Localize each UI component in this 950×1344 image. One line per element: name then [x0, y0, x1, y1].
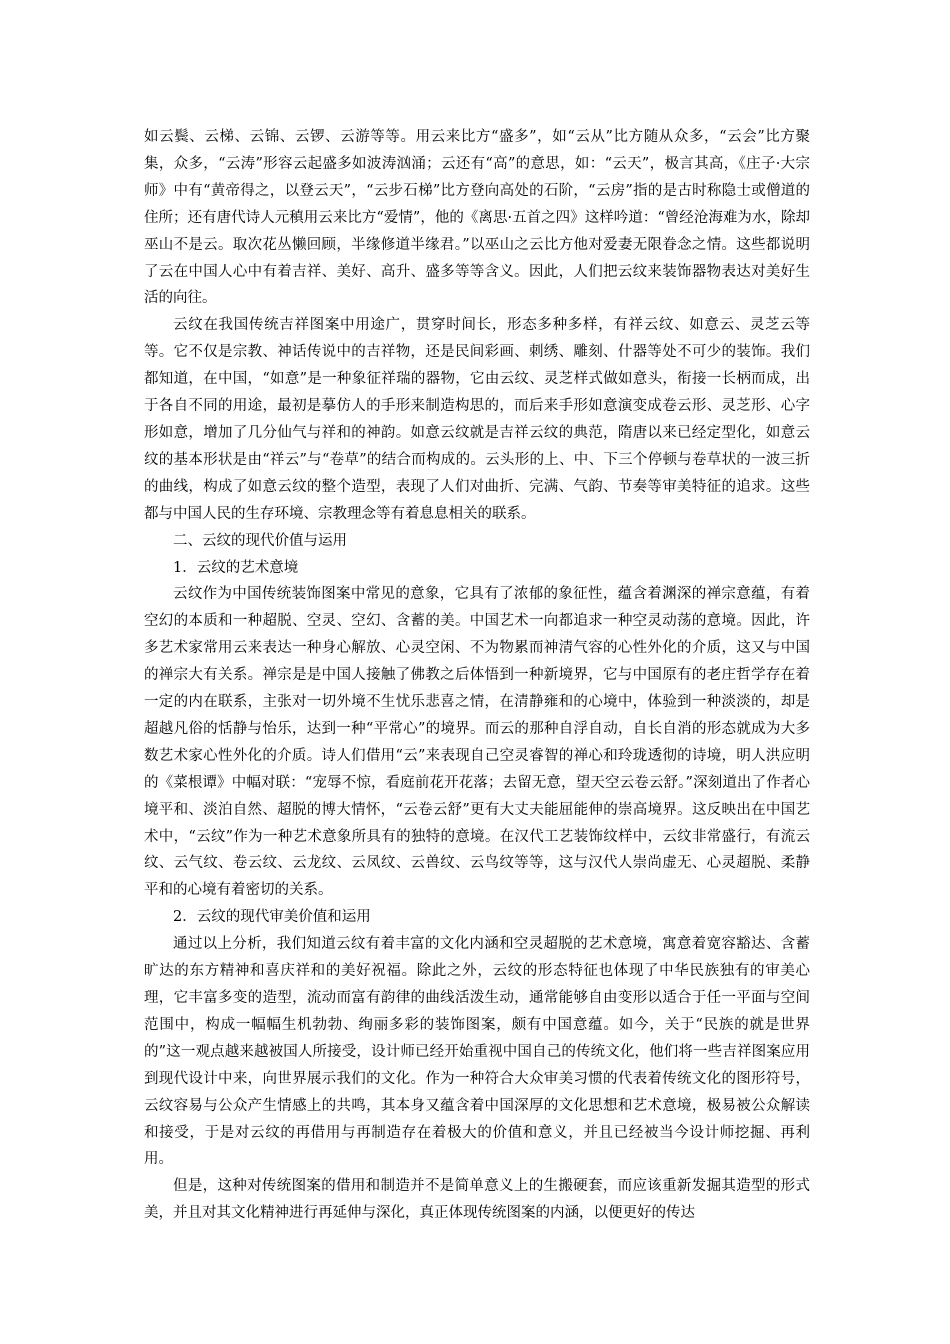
- subsection-heading-modern-aesthetics: 2．云纹的现代审美价值和运用: [173, 909, 371, 926]
- paragraph-artistic-mood: 云纹作为中国传统装饰图案中常见的意象，它具有了浓郁的象征性，蕴含着渊深的禅宗意蕴，有着空幻的本质和一种超脱、空灵、空幻、含蓄的美。中国艺术一向都追求一种空灵动荡的意境。因此，许多艺术家常用云来表达一种身心解放、心灵空闲、不为物累而神清气容的心性外化的介质，这又与中国的禅宗大有关系。禅宗是是中国人接触了佛教之后体悟到一种新境界，它与中国原有的老庄哲学存在着一定的内在联系，主张对一切外境不生忧乐悲喜之情，在清静雍和的心境中，体验到一种淡淡的，却是超越凡俗的恬静与怡乐，达到一种“平常心”的境界。而云的那种自浮自动，自长自消的形态就成为大多数艺术家心性外化的介质。诗人们借用“云”来表现自己空灵睿智的禅心和玲珑透彻的诗境，明人洪应明的《菜根谭》中幅对联：“宠辱不惊，看庭前花开花落；去留无意，望天空云卷云舒。”深刻道出了作者心境平和、淡泊自然、超脱的博大情怀，“云卷云舒”更有大丈夫能屈能伸的崇高境界。这反映出在中国艺术中，“云纹”作为一种艺术意象所具有的独特的意境。在汉代工艺装饰纹样中，云纹非常盛行，有流云纹、云气纹、卷云纹、云龙纹、云凤纹、云兽纹、云鸟纹等等，这与汉代人崇尚虚无、心灵超脱、柔静平和的心境有着密切的关系。: [144, 586, 810, 899]
- section-heading-modern-value: 二、云纹的现代价值与运用: [173, 532, 347, 549]
- paragraph-cloud-pattern-uses: 云纹在我国传统吉祥图案中用途广，贯穿时间长，形态多种多样，有祥云纹、如意云、灵芝云等等。它不仅是宗教、神话传说中的吉祥物，还是民间彩画、刺绣、雕刻、什器等处不可少的装饰。我们都知道，在中国，“如意”是一种象征祥瑞的器物，它由云纹、灵芝样式做如意头，衔接一长柄而成，出于各自不同的用途，最初是摹仿人的手形来制造构思的，而后来手形如意演变成卷云形、灵芝形、心字形如意，增加了几分仙气与祥和的神韵。如意云纹就是吉祥云纹的典范，隋唐以来已经定型化，如意云纹的基本形状是由“祥云”与“卷草”的结合而构成的。云头形的上、中、下三个停顿与卷草状的一波三折的曲线，构成了如意云纹的整个造型，表现了人们对曲折、完满、气韵、节奏等审美特征的追求。这些都与中国人民的生存环境、宗教理念等有着息息相关的联系。: [144, 317, 810, 522]
- paragraph-cloud-metaphors: 如云鬓、云梯、云锦、云锣、云游等等。用云来比方“盛多”，如“云从”比方随从众多，“云会”比方聚集，众多，“云涛”形容云起盛多如波涛汹涌；云还有“高”的意思，如：“云天”，极言其高，《庄子·大宗师》中有“黄帝得之，以登云天”，“云步石梯”比方登向高处的石阶，“云房”指的是古时称隐士或僧道的住所；还有唐代诗人元稹用云来比方“爱情”，他的《离思·五首之四》这样吟道：“曾经沧海难为水，除却巫山不是云。取次花丛懒回顾，半缘修道半缘君。”以巫山之云比方他对爱妻无限眷念之情。这些都说明了云在中国人心中有着吉祥、美好、高升、盛多等等含义。因此，人们把云纹来装饰器物表达对美好生活的向往。: [144, 129, 810, 307]
- paragraph-conclusion: 但是，这种对传统图案的借用和制造并不是简单意义上的生搬硬套，而应该重新发掘其造型的形式美，并且对其文化精神进行再延伸与深化，真正体现传统图案的内涵，以便更好的传达: [144, 1178, 810, 1222]
- document-body: [144, 124, 810, 1227]
- subsection-heading-artistic-mood: 1．云纹的艺术意境: [173, 559, 299, 576]
- paragraph-modern-aesthetics: 通过以上分析，我们知道云纹有着丰富的文化内涵和空灵超脱的艺术意境，寓意着宽容豁达、含蓄旷达的东方精神和喜庆祥和的美好祝福。除此之外，云纹的形态特征也体现了中华民族独有的审美心理，它丰富多变的造型，流动而富有韵律的曲线活泼生动，通常能够自由变形以适合于任一平面与空间范围中，构成一幅幅生机勃勃、绚丽多彩的装饰图案，颇有中国意蕴。如今，关于“民族的就是世界的”这一观点越来越被国人所接受，设计师已经开始重视中国自己的传统文化，他们将一些吉祥图案应用到现代设计中来，向世界展示我们的文化。作为一种符合大众审美习惯的代表着传统文化的图形符号，云纹容易与公众产生情感上的共鸣，其本身又蕴含着中国深厚的文化思想和艺术意境，极易被公众解读和接受，于是对云纹的再借用与再制造存在着极大的价值和意义，并且已经被当今设计师挖掘、再利用。: [144, 936, 810, 1168]
